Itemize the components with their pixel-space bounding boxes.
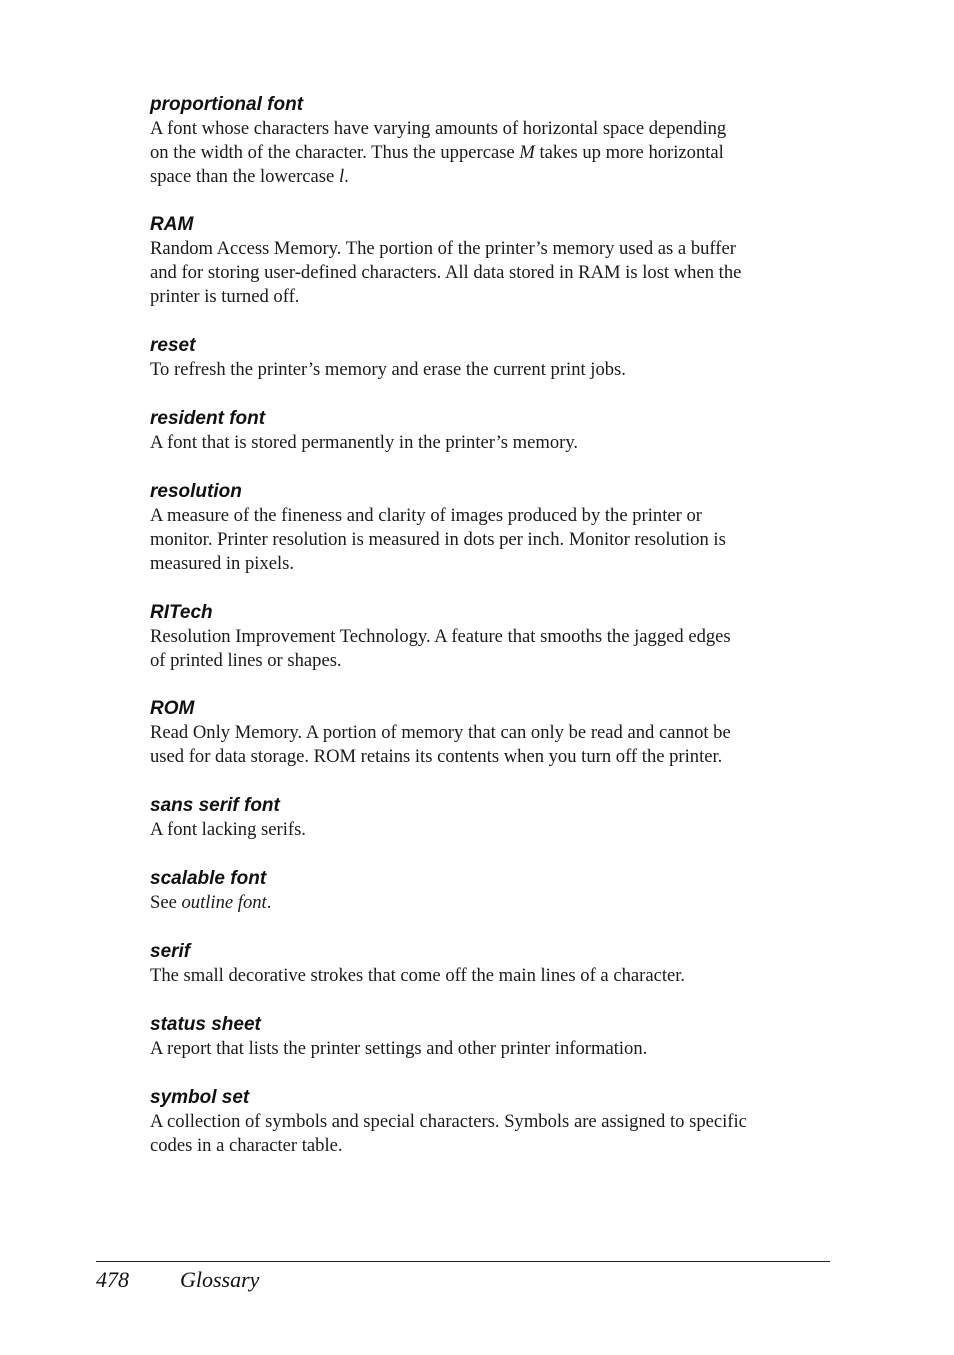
definition-line: A font lacking serifs. xyxy=(150,819,306,840)
glossary-term: scalable font xyxy=(150,868,267,889)
definition-line: monitor. Printer resolution is measured in dots per inch. Monitor resolution is xyxy=(150,529,726,551)
definition-line: A report that lists the printer settings and other printer information. xyxy=(150,1038,648,1059)
glossary-definition xyxy=(150,117,840,190)
definition-line: printer is turned off. xyxy=(150,286,300,308)
glossary-term: proportional font xyxy=(150,94,304,115)
definition-line xyxy=(150,141,840,165)
definition-text: takes up more horizontal xyxy=(534,142,724,164)
page-number: 478 xyxy=(96,1267,129,1292)
definition-line: used for data storage. ROM retains its contents when you turn off the printer. xyxy=(150,746,723,768)
glossary-entry xyxy=(150,1013,840,1061)
glossary-term: resident font xyxy=(150,408,266,429)
glossary-entry xyxy=(150,334,840,382)
glossary-definition xyxy=(150,431,840,455)
definition-line xyxy=(150,165,840,189)
definition-line: The small decorative strokes that come off the main lines of a character. xyxy=(150,965,686,986)
glossary-entry xyxy=(150,213,840,310)
glossary-definition xyxy=(150,625,840,673)
definition-line: and for storing user-defined characters. All data stored in RAM is lost when the xyxy=(150,262,742,284)
glossary-definition xyxy=(150,721,840,769)
definition-line: Read Only Memory. A portion of memory that can only be read and cannot be xyxy=(150,722,731,743)
glossary-entry xyxy=(150,407,840,455)
glossary-entry xyxy=(150,697,840,769)
definition-line: A font that is stored permanently in the printer’s memory. xyxy=(150,432,579,453)
glossary-term: symbol set xyxy=(150,1087,250,1108)
glossary-definition xyxy=(150,237,840,310)
footer-rule xyxy=(96,1261,830,1262)
glossary-entry xyxy=(150,940,840,988)
definition-text: . xyxy=(344,166,349,188)
glossary-entry xyxy=(150,601,840,673)
glossary-entry xyxy=(150,1086,840,1158)
definition-line: Resolution Improvement Technology. A feature that smooths the jagged edges xyxy=(150,626,731,647)
definition-line: codes in a character table. xyxy=(150,1135,343,1157)
glossary-term: RAM xyxy=(150,214,194,235)
definition-text: See xyxy=(150,892,182,913)
glossary-term: RITech xyxy=(150,602,213,623)
glossary-definition xyxy=(150,1037,840,1061)
glossary-term: serif xyxy=(150,941,191,962)
emphasis-text: M xyxy=(519,142,535,164)
definition-text: . xyxy=(266,892,272,913)
definition-line: To refresh the printer’s memory and erase the current print jobs. xyxy=(150,359,626,380)
glossary-term: sans serif font xyxy=(150,795,280,816)
glossary-entry xyxy=(150,93,840,190)
glossary-entry xyxy=(150,480,840,577)
glossary-definition xyxy=(150,1110,840,1158)
definition-line xyxy=(150,891,840,915)
definition-line: measured in pixels. xyxy=(150,553,295,575)
definition-text: space than the lowercase xyxy=(150,166,339,188)
emphasis-text: l xyxy=(338,166,345,188)
glossary-term: ROM xyxy=(150,698,195,719)
section-name: Glossary xyxy=(180,1267,260,1292)
glossary-definition xyxy=(150,964,840,988)
definition-text: on the width of the character. Thus the uppercase xyxy=(150,142,520,164)
glossary-term: resolution xyxy=(150,481,242,502)
definition-line: of printed lines or shapes. xyxy=(150,650,342,672)
glossary-term: status sheet xyxy=(150,1014,261,1035)
emphasis-text: outline font xyxy=(181,892,267,913)
glossary-entry xyxy=(150,794,840,842)
definition-line: A measure of the fineness and clarity of images produced by the printer or xyxy=(150,505,702,526)
glossary-definition xyxy=(150,891,840,915)
definition-line: A collection of symbols and special characters. Symbols are assigned to specific xyxy=(150,1111,747,1132)
glossary-definition xyxy=(150,818,840,842)
glossary-definition xyxy=(150,504,840,577)
glossary-entry xyxy=(150,867,840,915)
glossary-term: reset xyxy=(150,335,196,356)
definition-line: Random Access Memory. The portion of the printer’s memory used as a buffer xyxy=(150,238,736,259)
definition-line: A font whose characters have varying amounts of horizontal space depending xyxy=(150,118,727,139)
glossary-definition xyxy=(150,358,840,382)
